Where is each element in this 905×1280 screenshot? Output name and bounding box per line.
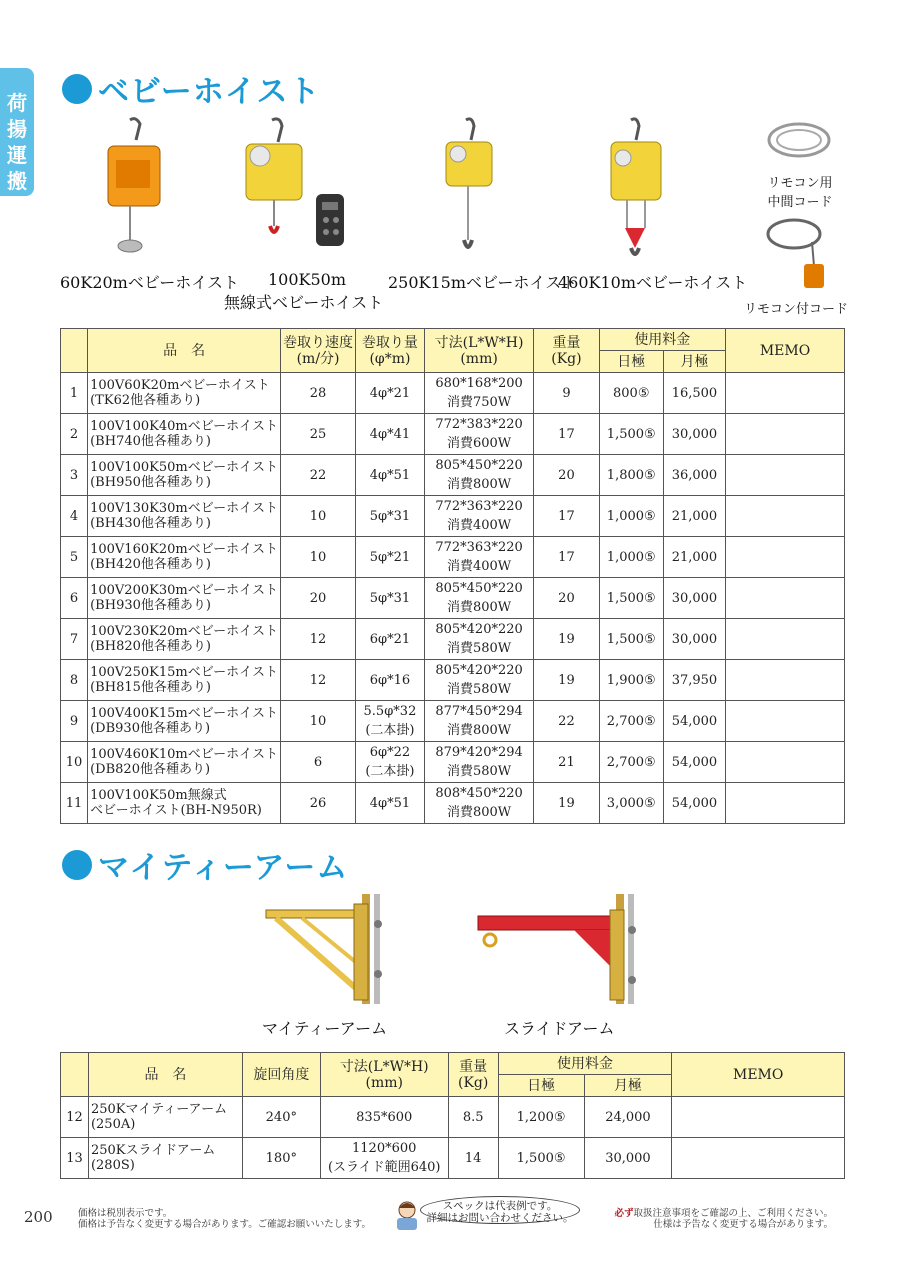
table-row	[61, 1097, 845, 1138]
caption-remote-cord: リモコン付コード	[744, 302, 849, 317]
angle-value: 180°	[242, 1138, 320, 1179]
monthly-fee: 30,000	[584, 1138, 672, 1179]
table-row	[61, 783, 845, 824]
product-name: 100V100K50mベビーホイスト (BH950他各種あり)	[88, 455, 281, 496]
monthly-fee: 54,000	[663, 783, 725, 824]
size-value: 772*363*220 消費400W	[424, 496, 534, 537]
weight-value: 19	[534, 660, 599, 701]
row-number: 4	[61, 496, 88, 537]
daily-fee: 3,000⑤	[599, 783, 663, 824]
speed-value: 6	[281, 742, 356, 783]
amount-value: 4φ*21	[356, 373, 425, 414]
header-speed: 巻取り速度 (m/分)	[281, 329, 356, 373]
weight-value: 21	[534, 742, 599, 783]
speed-value: 26	[281, 783, 356, 824]
row-number: 11	[61, 783, 88, 824]
weight-value: 17	[534, 537, 599, 578]
table-row	[61, 496, 845, 537]
header-memo: MEMO	[672, 1053, 845, 1097]
size-value: 808*450*220 消費800W	[424, 783, 534, 824]
header-month: 月極	[663, 351, 725, 373]
category-tab-char: 揚	[7, 117, 27, 141]
size-value: 772*383*220 消費600W	[424, 414, 534, 455]
table-row	[61, 1138, 845, 1179]
table-row	[61, 373, 845, 414]
category-tab-char: 搬	[7, 169, 27, 193]
mighty-arm-table-body	[61, 1097, 845, 1179]
page-number: 200	[24, 1208, 53, 1226]
table-row	[61, 701, 845, 742]
category-tab-char: 運	[7, 143, 27, 167]
row-number: 12	[61, 1097, 89, 1138]
speech-bubble: スペックは代表例です。 詳細はお問い合わせください。	[420, 1196, 580, 1224]
table-row	[61, 455, 845, 496]
table-row	[61, 537, 845, 578]
caption-slide-arm: スライドアーム	[504, 1019, 615, 1038]
product-name: 100V400K15mベビーホイスト (DB930他各種あり)	[88, 701, 281, 742]
bullet-dot-icon	[62, 850, 92, 880]
caption-hoist-250k: 250K15mベビーホイスト	[388, 273, 578, 292]
category-tab	[0, 68, 34, 196]
size-value: 680*168*200 消費750W	[424, 373, 534, 414]
header-angle: 旋回角度	[242, 1053, 320, 1097]
remote-extension-cord-image	[764, 116, 834, 172]
hoist-250k-image	[440, 116, 500, 266]
section-title-text: マイティーアーム	[98, 850, 349, 886]
header-month: 月極	[584, 1075, 672, 1097]
header-fee: 使用料金	[498, 1053, 672, 1075]
header-weight: 重量 (Kg)	[448, 1053, 498, 1097]
memo-cell	[726, 701, 845, 742]
row-number: 3	[61, 455, 88, 496]
amount-value: 5φ*31	[356, 496, 425, 537]
caption-remote-extension: リモコン用 中間コード	[767, 176, 833, 210]
weight-value: 14	[448, 1138, 498, 1179]
amount-value: 4φ*51	[356, 783, 425, 824]
product-name: 100V160K20mベビーホイスト (BH420他各種あり)	[88, 537, 281, 578]
remote-cord-image	[764, 212, 834, 292]
angle-value: 240°	[242, 1097, 320, 1138]
amount-value: 6φ*22 (二本掛)	[356, 742, 425, 783]
memo-cell	[726, 373, 845, 414]
monthly-fee: 30,000	[663, 414, 725, 455]
product-name: 100V100K50m無線式 ベビーホイスト(BH-N950R)	[88, 783, 281, 824]
daily-fee: 1,500⑤	[498, 1138, 584, 1179]
amount-value: 6φ*21	[356, 619, 425, 660]
amount-value: 4φ*41	[356, 414, 425, 455]
hoist-60k-image	[100, 116, 170, 266]
header-amount: 巻取り量 (φ*m)	[356, 329, 425, 373]
size-value: 835*600	[320, 1097, 448, 1138]
weight-value: 19	[534, 783, 599, 824]
mighty-arm-spec-table	[60, 1052, 845, 1179]
product-name: 100V250K15mベビーホイスト (BH815他各種あり)	[88, 660, 281, 701]
row-number: 13	[61, 1138, 89, 1179]
header-name: 品 名	[88, 1053, 242, 1097]
section-title-baby-hoist	[62, 66, 320, 111]
header-name: 品 名	[88, 329, 281, 373]
footer-notes-left: 価格は税別表示です。 価格は予告なく変更する場合があります。ご確認お願いいたします。	[78, 1208, 371, 1230]
size-value: 879*420*294 消費580W	[424, 742, 534, 783]
size-value: 1120*600 (スライド範囲640)	[320, 1138, 448, 1179]
size-value: 805*420*220 消費580W	[424, 619, 534, 660]
mighty-arm-image	[262, 894, 392, 1006]
daily-fee: 2,700⑤	[599, 742, 663, 783]
header-weight: 重量 (Kg)	[534, 329, 599, 373]
header-memo: MEMO	[726, 329, 845, 373]
monthly-fee: 24,000	[584, 1097, 672, 1138]
size-value: 805*450*220 消費800W	[424, 455, 534, 496]
speed-value: 12	[281, 619, 356, 660]
daily-fee: 800⑤	[599, 373, 663, 414]
memo-cell	[726, 619, 845, 660]
row-number: 9	[61, 701, 88, 742]
memo-cell	[672, 1097, 845, 1138]
memo-cell	[726, 783, 845, 824]
speed-value: 25	[281, 414, 356, 455]
section-title-text: ベビーホイスト	[98, 74, 321, 110]
size-value: 805*420*220 消費580W	[424, 660, 534, 701]
daily-fee: 2,700⑤	[599, 701, 663, 742]
weight-value: 17	[534, 496, 599, 537]
memo-cell	[726, 496, 845, 537]
header-day: 日極	[599, 351, 663, 373]
speed-value: 10	[281, 537, 356, 578]
weight-value: 8.5	[448, 1097, 498, 1138]
daily-fee: 1,900⑤	[599, 660, 663, 701]
monthly-fee: 54,000	[663, 701, 725, 742]
table-row	[61, 414, 845, 455]
daily-fee: 1,200⑤	[498, 1097, 584, 1138]
weight-value: 20	[534, 578, 599, 619]
product-name: 100V200K30mベビーホイスト (BH930他各種あり)	[88, 578, 281, 619]
row-number: 8	[61, 660, 88, 701]
amount-value: 5φ*21	[356, 537, 425, 578]
monthly-fee: 54,000	[663, 742, 725, 783]
daily-fee: 1,800⑤	[599, 455, 663, 496]
hoist-460k-image	[605, 116, 665, 266]
daily-fee: 1,500⑤	[599, 414, 663, 455]
header-fee: 使用料金	[599, 329, 725, 351]
bullet-dot-icon	[62, 74, 92, 104]
row-number: 1	[61, 373, 88, 414]
monthly-fee: 21,000	[663, 537, 725, 578]
table-header-row	[61, 1053, 845, 1075]
table-row	[61, 578, 845, 619]
table-row	[61, 619, 845, 660]
speed-value: 12	[281, 660, 356, 701]
footer-notes-right: 必ず取扱注意事項をご確認の上、ご利用ください。 仕様は予告なく変更する場合があります。	[614, 1208, 833, 1230]
table-header-row	[61, 329, 845, 351]
speed-value: 10	[281, 701, 356, 742]
mascot-icon	[393, 1200, 421, 1230]
table-row	[61, 660, 845, 701]
daily-fee: 1,000⑤	[599, 496, 663, 537]
memo-cell	[726, 742, 845, 783]
weight-value: 20	[534, 455, 599, 496]
memo-cell	[726, 578, 845, 619]
product-name: 250Kマイティーアーム (250A)	[88, 1097, 242, 1138]
row-number: 2	[61, 414, 88, 455]
amount-value: 4φ*51	[356, 455, 425, 496]
speed-value: 10	[281, 496, 356, 537]
product-name: 250Kスライドアーム (280S)	[88, 1138, 242, 1179]
category-tab-char: 荷	[7, 91, 27, 115]
header-size: 寸法(L*W*H) (mm)	[320, 1053, 448, 1097]
caption-hoist-60k: 60K20mベビーホイスト	[60, 273, 240, 292]
header-blank	[61, 1053, 89, 1097]
caption-hoist-460k: 460K10mベビーホイスト	[558, 273, 748, 292]
speed-value: 22	[281, 455, 356, 496]
monthly-fee: 30,000	[663, 619, 725, 660]
row-number: 5	[61, 537, 88, 578]
amount-value: 5.5φ*32 (二本掛)	[356, 701, 425, 742]
monthly-fee: 30,000	[663, 578, 725, 619]
table-row	[61, 742, 845, 783]
weight-value: 19	[534, 619, 599, 660]
product-name: 100V230K20mベビーホイスト (BH820他各種あり)	[88, 619, 281, 660]
weight-value: 17	[534, 414, 599, 455]
memo-cell	[726, 414, 845, 455]
product-name: 100V100K40mベビーホイスト (BH740他各種あり)	[88, 414, 281, 455]
daily-fee: 1,500⑤	[599, 578, 663, 619]
monthly-fee: 36,000	[663, 455, 725, 496]
amount-value: 6φ*16	[356, 660, 425, 701]
monthly-fee: 37,950	[663, 660, 725, 701]
product-name: 100V460K10mベビーホイスト (DB820他各種あり)	[88, 742, 281, 783]
daily-fee: 1,000⑤	[599, 537, 663, 578]
product-name: 100V60K20mベビーホイスト (TK62他各種あり)	[88, 373, 281, 414]
monthly-fee: 21,000	[663, 496, 725, 537]
baby-hoist-table-body	[61, 373, 845, 824]
baby-hoist-spec-table	[60, 328, 845, 824]
section-title-mighty-arm	[62, 842, 348, 887]
weight-value: 22	[534, 701, 599, 742]
product-name: 100V130K30mベビーホイスト (BH430他各種あり)	[88, 496, 281, 537]
memo-cell	[726, 455, 845, 496]
weight-value: 9	[534, 373, 599, 414]
memo-cell	[672, 1138, 845, 1179]
caption-hoist-100k-line1: 100K50m	[268, 270, 347, 289]
slide-arm-image	[474, 894, 644, 1006]
row-number: 6	[61, 578, 88, 619]
header-blank	[61, 329, 88, 373]
caption-mighty-arm: マイティーアーム	[262, 1019, 388, 1038]
size-value: 772*363*220 消費400W	[424, 537, 534, 578]
row-number: 7	[61, 619, 88, 660]
header-day: 日極	[498, 1075, 584, 1097]
monthly-fee: 16,500	[663, 373, 725, 414]
hoist-100k-wireless-image	[232, 116, 362, 266]
row-number: 10	[61, 742, 88, 783]
amount-value: 5φ*31	[356, 578, 425, 619]
daily-fee: 1,500⑤	[599, 619, 663, 660]
speed-value: 20	[281, 578, 356, 619]
caption-hoist-100k-line2: 無線式ベビーホイスト	[224, 293, 384, 312]
speed-value: 28	[281, 373, 356, 414]
memo-cell	[726, 537, 845, 578]
header-size: 寸法(L*W*H) (mm)	[424, 329, 534, 373]
size-value: 805*450*220 消費800W	[424, 578, 534, 619]
memo-cell	[726, 660, 845, 701]
size-value: 877*450*294 消費800W	[424, 701, 534, 742]
